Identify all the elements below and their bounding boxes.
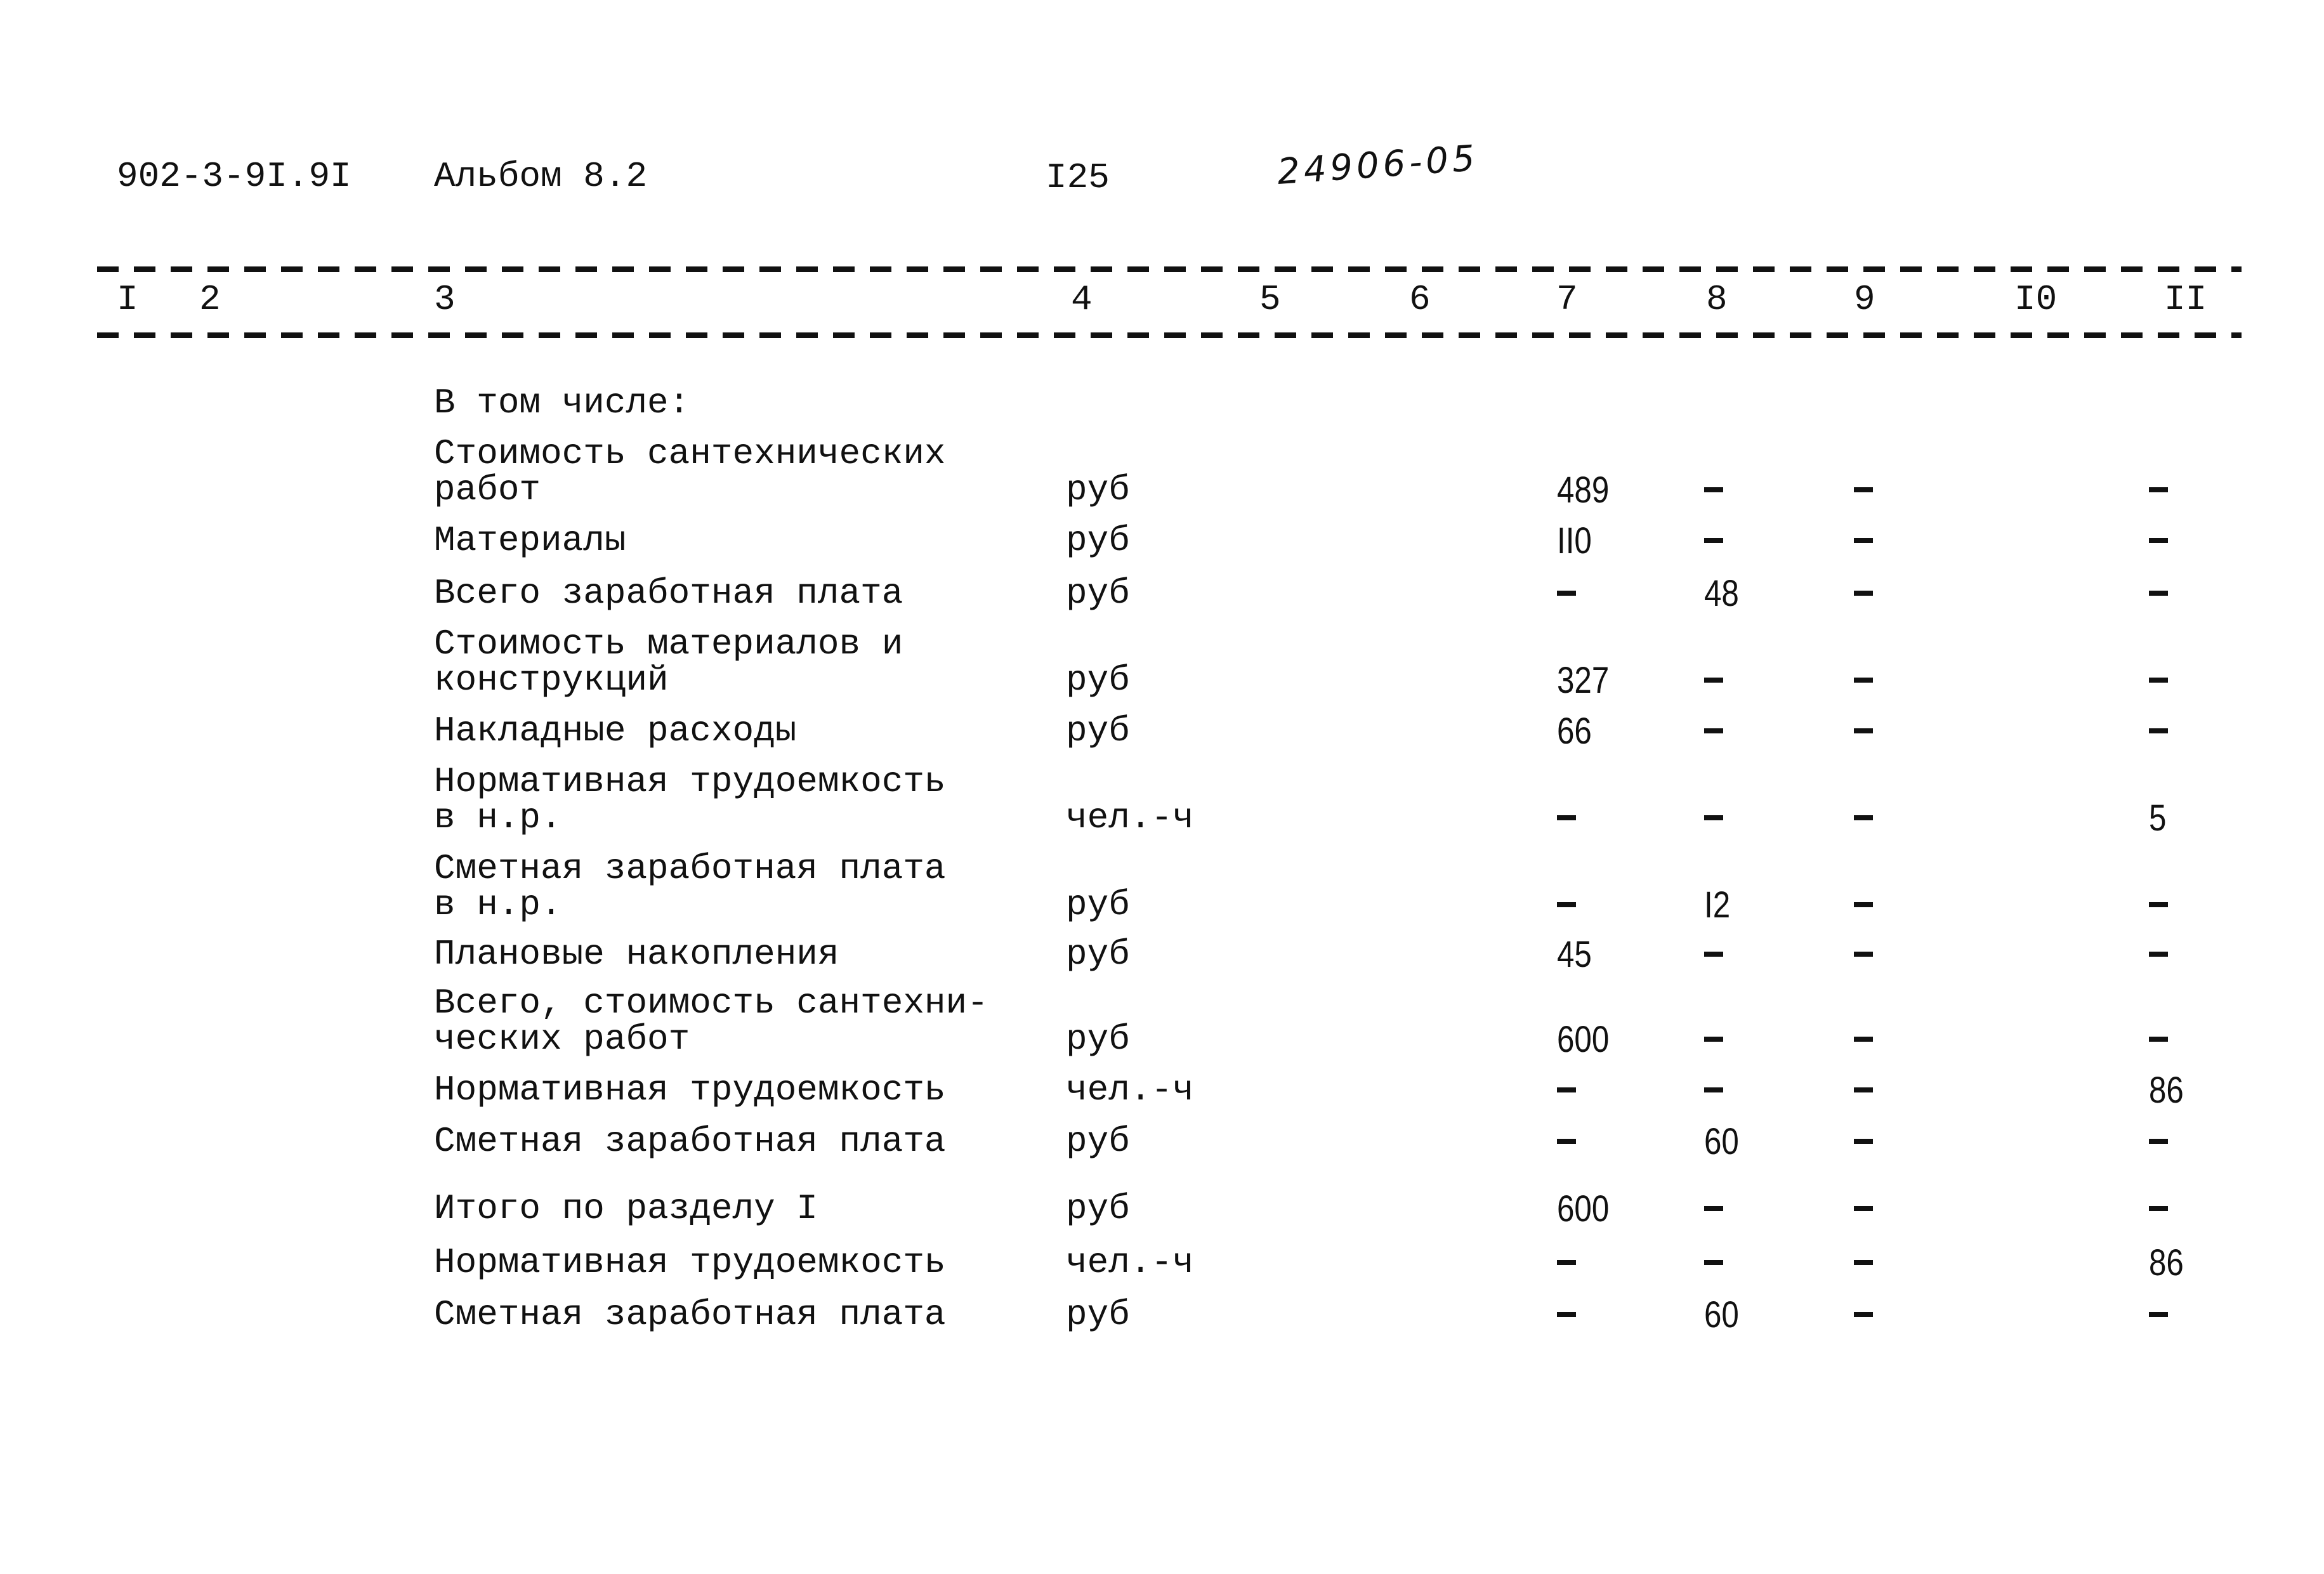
col8-cell (1704, 936, 1723, 973)
unit-cell: руб (1066, 520, 1130, 561)
unit-cell: руб (1066, 469, 1130, 510)
col8-cell (1704, 1021, 1723, 1058)
dash-mark (1704, 1037, 1723, 1042)
column-header-1: I (117, 279, 138, 320)
column-header-11: II (2164, 279, 2207, 320)
row-label: Сметная заработная плата (434, 1121, 946, 1162)
dash-mark (1854, 1312, 1873, 1317)
column-header-7: 7 (1556, 279, 1578, 320)
row-label: конструкций (434, 660, 669, 700)
col11-cell (2149, 1021, 2168, 1058)
intro-text: В том числе: (434, 383, 690, 423)
col8-cell: 60 (1704, 1121, 1739, 1162)
unit-cell: руб (1066, 1019, 1130, 1059)
col9-cell (1854, 1297, 1873, 1333)
dash-mark (2149, 538, 2168, 543)
dash-mark (2149, 591, 2168, 596)
column-header-5: 5 (1259, 279, 1281, 320)
dash-mark (1557, 1260, 1576, 1265)
col11-cell (2149, 575, 2168, 612)
dash-mark (1557, 902, 1576, 907)
dash-mark (2149, 1206, 2168, 1211)
dash-mark (1854, 1206, 1873, 1211)
col8-cell (1704, 800, 1723, 836)
row-label: Нормативная трудоемкость (434, 761, 946, 802)
unit-cell: чел.-ч (1066, 1242, 1194, 1283)
dash-mark (2149, 1037, 2168, 1042)
col7-cell (1557, 1072, 1576, 1108)
dash-mark (1557, 591, 1576, 596)
unit-cell: руб (1066, 660, 1130, 700)
top-dashed-rule (97, 266, 2242, 272)
col9-cell (1854, 575, 1873, 612)
unit-cell: руб (1066, 1294, 1130, 1335)
col7-cell: 327 (1557, 660, 1610, 701)
col9-cell (1854, 472, 1873, 508)
col8-cell: 48 (1704, 573, 1739, 614)
col7-cell: 489 (1557, 469, 1610, 511)
col9-cell (1854, 662, 1873, 698)
col9-cell (1854, 1021, 1873, 1058)
dash-mark (1704, 538, 1723, 543)
col8-cell (1704, 1191, 1723, 1227)
col11-cell (2149, 1124, 2168, 1160)
col11-cell (2149, 887, 2168, 923)
row-label: Итого по разделу I (434, 1188, 818, 1229)
dash-mark (1854, 728, 1873, 733)
row-label: Нормативная трудоемкость (434, 1070, 946, 1110)
dash-mark (1557, 1087, 1576, 1092)
column-header-9: 9 (1854, 279, 1875, 320)
col8-cell (1704, 1245, 1723, 1281)
dash-mark (1854, 902, 1873, 907)
col11-cell (2149, 713, 2168, 749)
col7-cell: 600 (1557, 1188, 1610, 1230)
unit-cell: чел.-ч (1066, 1070, 1194, 1110)
col7-cell: 600 (1557, 1019, 1610, 1060)
dash-mark (1854, 487, 1873, 492)
column-header-6: 6 (1409, 279, 1431, 320)
dash-mark (1704, 1260, 1723, 1265)
row-label: Нормативная трудоемкость (434, 1242, 946, 1283)
dash-mark (2149, 678, 2168, 683)
col11-cell: 86 (2149, 1070, 2184, 1111)
dash-mark (1557, 1312, 1576, 1317)
col7-cell (1557, 800, 1576, 836)
unit-cell: руб (1066, 1188, 1130, 1229)
dash-mark (1854, 1260, 1873, 1265)
col8-cell (1704, 713, 1723, 749)
row-label: работ (434, 469, 541, 510)
dash-mark (1704, 728, 1723, 733)
col7-cell (1557, 887, 1576, 923)
dash-mark (1854, 1037, 1873, 1042)
dash-mark (1704, 678, 1723, 683)
document-code: 902-3-9I.9I (117, 156, 351, 197)
col8-cell: 60 (1704, 1294, 1739, 1335)
col9-cell (1854, 1072, 1873, 1108)
row-label: Стоимость материалов и (434, 624, 903, 664)
dash-mark (1854, 1139, 1873, 1144)
col9-cell (1854, 523, 1873, 559)
col7-cell (1557, 1124, 1576, 1160)
dash-mark (1854, 538, 1873, 543)
col7-cell: II0 (1557, 520, 1592, 561)
col7-cell (1557, 575, 1576, 612)
col7-cell: 45 (1557, 934, 1592, 975)
dash-mark (2149, 487, 2168, 492)
dash-mark (1854, 1087, 1873, 1092)
dash-mark (1704, 1206, 1723, 1211)
column-header-4: 4 (1071, 279, 1093, 320)
column-header-3: 3 (434, 279, 456, 320)
unit-cell: руб (1066, 573, 1130, 613)
row-label: Сметная заработная плата (434, 1294, 946, 1335)
dash-mark (2149, 1139, 2168, 1144)
page-number: I25 (1046, 157, 1110, 198)
bottom-dashed-rule (97, 332, 2242, 338)
row-label: Всего, стоимость сантехни- (434, 983, 988, 1023)
row-label: в н.р. (434, 797, 562, 838)
row-label: Стоимость сантехнических (434, 433, 946, 474)
col11-cell: 86 (2149, 1242, 2184, 1283)
col11-cell (2149, 1297, 2168, 1333)
row-label: Всего заработная плата (434, 573, 903, 613)
col8-cell (1704, 523, 1723, 559)
unit-cell: руб (1066, 1121, 1130, 1162)
dash-mark (2149, 728, 2168, 733)
col9-cell (1854, 800, 1873, 836)
unit-cell: чел.-ч (1066, 797, 1194, 838)
album-label: Альбом 8.2 (434, 156, 648, 197)
dash-mark (1704, 487, 1723, 492)
col9-cell (1854, 1191, 1873, 1227)
col8-cell (1704, 662, 1723, 698)
dash-mark (2149, 1312, 2168, 1317)
dash-mark (1854, 815, 1873, 820)
column-header-8: 8 (1706, 279, 1728, 320)
row-label: Сметная заработная плата (434, 848, 946, 889)
row-label: Накладные расходы (434, 711, 797, 751)
column-header-10: I0 (2014, 279, 2058, 320)
dash-mark (1557, 1139, 1576, 1144)
unit-cell: руб (1066, 934, 1130, 974)
col11-cell (2149, 523, 2168, 559)
col7-cell: 66 (1557, 711, 1592, 752)
col11-cell (2149, 472, 2168, 508)
dash-mark (1704, 815, 1723, 820)
col7-cell (1557, 1245, 1576, 1281)
row-label: ческих работ (434, 1019, 690, 1059)
col8-cell (1704, 472, 1723, 508)
col9-cell (1854, 1245, 1873, 1281)
col11-cell: 5 (2149, 797, 2167, 839)
dash-mark (2149, 952, 2168, 957)
row-label: Плановые накопления (434, 934, 839, 974)
col9-cell (1854, 713, 1873, 749)
dash-mark (1854, 591, 1873, 596)
dash-mark (2149, 902, 2168, 907)
dash-mark (1854, 678, 1873, 683)
unit-cell: руб (1066, 884, 1130, 925)
dash-mark (1557, 815, 1576, 820)
row-label: Материалы (434, 520, 626, 561)
col8-cell: I2 (1704, 884, 1731, 926)
col11-cell (2149, 1191, 2168, 1227)
handwritten-number: 24906-05 (1276, 138, 1480, 193)
col9-cell (1854, 887, 1873, 923)
column-header-2: 2 (199, 279, 221, 320)
col11-cell (2149, 662, 2168, 698)
col7-cell (1557, 1297, 1576, 1333)
col9-cell (1854, 1124, 1873, 1160)
dash-mark (1854, 952, 1873, 957)
col8-cell (1704, 1072, 1723, 1108)
dash-mark (1704, 1087, 1723, 1092)
col11-cell (2149, 936, 2168, 973)
dash-mark (1704, 952, 1723, 957)
row-label: в н.р. (434, 884, 562, 925)
col9-cell (1854, 936, 1873, 973)
unit-cell: руб (1066, 711, 1130, 751)
